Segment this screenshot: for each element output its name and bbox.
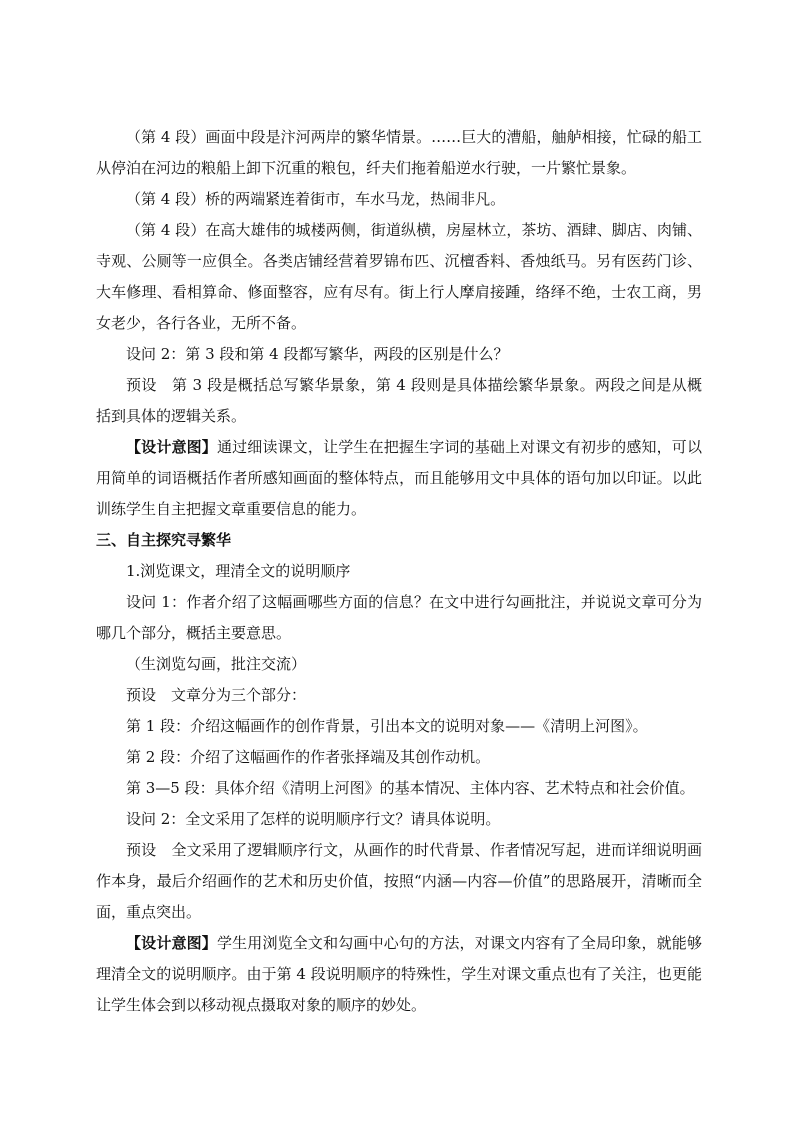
preset-text: 预设 全文采用了逻辑顺序行文，从画作的时代背景、作者情况写起，进而详细说明画作本身，最后介绍画作的艺术和历史价值，按照“内涵—内容—价值”的思路展开，清晰而全面，重点突出。 bbox=[96, 841, 702, 921]
section-heading-text: 三、自主探究寻繁华 bbox=[96, 531, 232, 549]
preset-answer-paragraph bbox=[96, 370, 702, 432]
task-1-paragraph bbox=[96, 556, 702, 587]
paragraph-text: （第 4 段）画面中段是汴河两岸的繁华情景。……巨大的漕船，舳舻相接，忙碌的船工从停泊在河边的粮船上卸下沉重的粮包，纤夫们拖着船逆水行驶，一片繁忙景象。 bbox=[96, 128, 702, 177]
question-1-paragraph bbox=[96, 587, 702, 649]
part-text: 第 3—5 段：具体介绍《清明上河图》的基本情况、主体内容、艺术特点和社会价值。 bbox=[126, 779, 695, 797]
part-text: 第 2 段：介绍了这幅画作的作者张择端及其创作动机。 bbox=[126, 748, 491, 766]
question-text: 设问 2：全文采用了怎样的说明顺序行文？请具体说明。 bbox=[126, 810, 501, 828]
paragraph-text: （第 4 段）在高大雄伟的城楼两侧，街道纵横，房屋林立，茶坊、酒肆、脚店、肉铺、寺观、公厕等一应俱全。各类店铺经营着罗锦布匹、沉檀香料、香烛纸马。另有医药门诊、大车修理、看相算命、修面整容，应有尽有。街上行人摩肩接踵，络绎不绝，士农工商，男女老少，各行各业，无所不备。 bbox=[96, 221, 702, 332]
design-intent-paragraph bbox=[96, 432, 702, 525]
design-intent-label: 【设计意图】 bbox=[126, 438, 217, 456]
design-intent-text: 通过细读课文，让学生在把握生字词的基础上对课文有初步的感知，可以用简单的词语概括作者所感知画面的整体特点，而且能够用文中具体的语句加以印证。以此训练学生自主把握文章重要信息的能力。 bbox=[96, 438, 702, 518]
design-intent-label: 【设计意图】 bbox=[126, 934, 217, 952]
part-text: 第 1 段：介绍这幅画作的创作背景，引出本文的说明对象——《清明上河图》。 bbox=[126, 717, 648, 735]
student-activity-paragraph bbox=[96, 649, 702, 680]
question-text: 设问 1：作者介绍了这幅画哪些方面的信息？在文中进行勾画批注，并说说文章可分为哪几个部分，概括主要意思。 bbox=[96, 593, 702, 642]
part-3-paragraph bbox=[96, 773, 702, 804]
section-heading bbox=[96, 525, 702, 556]
preset-text: 预设 第 3 段是概括总写繁华景象，第 4 段则是具体描绘繁华景象。两段之间是从概括到具体的逻辑关系。 bbox=[96, 376, 702, 425]
design-intent-text: 学生用浏览全文和勾画中心句的方法，对课文内容有了全局印象，就能够理清全文的说明顺序。由于第 4 段说明顺序的特殊性，学生对课文重点也有了关注，也更能让学生体会到以移动视点摄取对象的顺序的妙处。 bbox=[96, 934, 702, 1014]
paragraph-section4-canal bbox=[96, 122, 702, 184]
preset-text: 预设 文章分为三个部分： bbox=[126, 686, 307, 704]
design-intent-paragraph-2 bbox=[96, 928, 702, 1021]
question-2-paragraph bbox=[96, 339, 702, 370]
paragraph-section4-bridge bbox=[96, 184, 702, 215]
question-2b-paragraph bbox=[96, 804, 702, 835]
preset-structure-paragraph bbox=[96, 680, 702, 711]
document-body bbox=[96, 122, 702, 1021]
question-text: 设问 2：第 3 段和第 4 段都写繁华，两段的区别是什么？ bbox=[126, 345, 509, 363]
task-text: 1.浏览课文，理清全文的说明顺序 bbox=[126, 562, 351, 580]
part-1-paragraph bbox=[96, 711, 702, 742]
preset-order-paragraph bbox=[96, 835, 702, 928]
paragraph-text: （第 4 段）桥的两端紧连着街市，车水马龙，热闹非凡。 bbox=[126, 190, 506, 208]
activity-text: （生浏览勾画，批注交流） bbox=[126, 655, 307, 673]
paragraph-section4-city bbox=[96, 215, 702, 339]
part-2-paragraph bbox=[96, 742, 702, 773]
